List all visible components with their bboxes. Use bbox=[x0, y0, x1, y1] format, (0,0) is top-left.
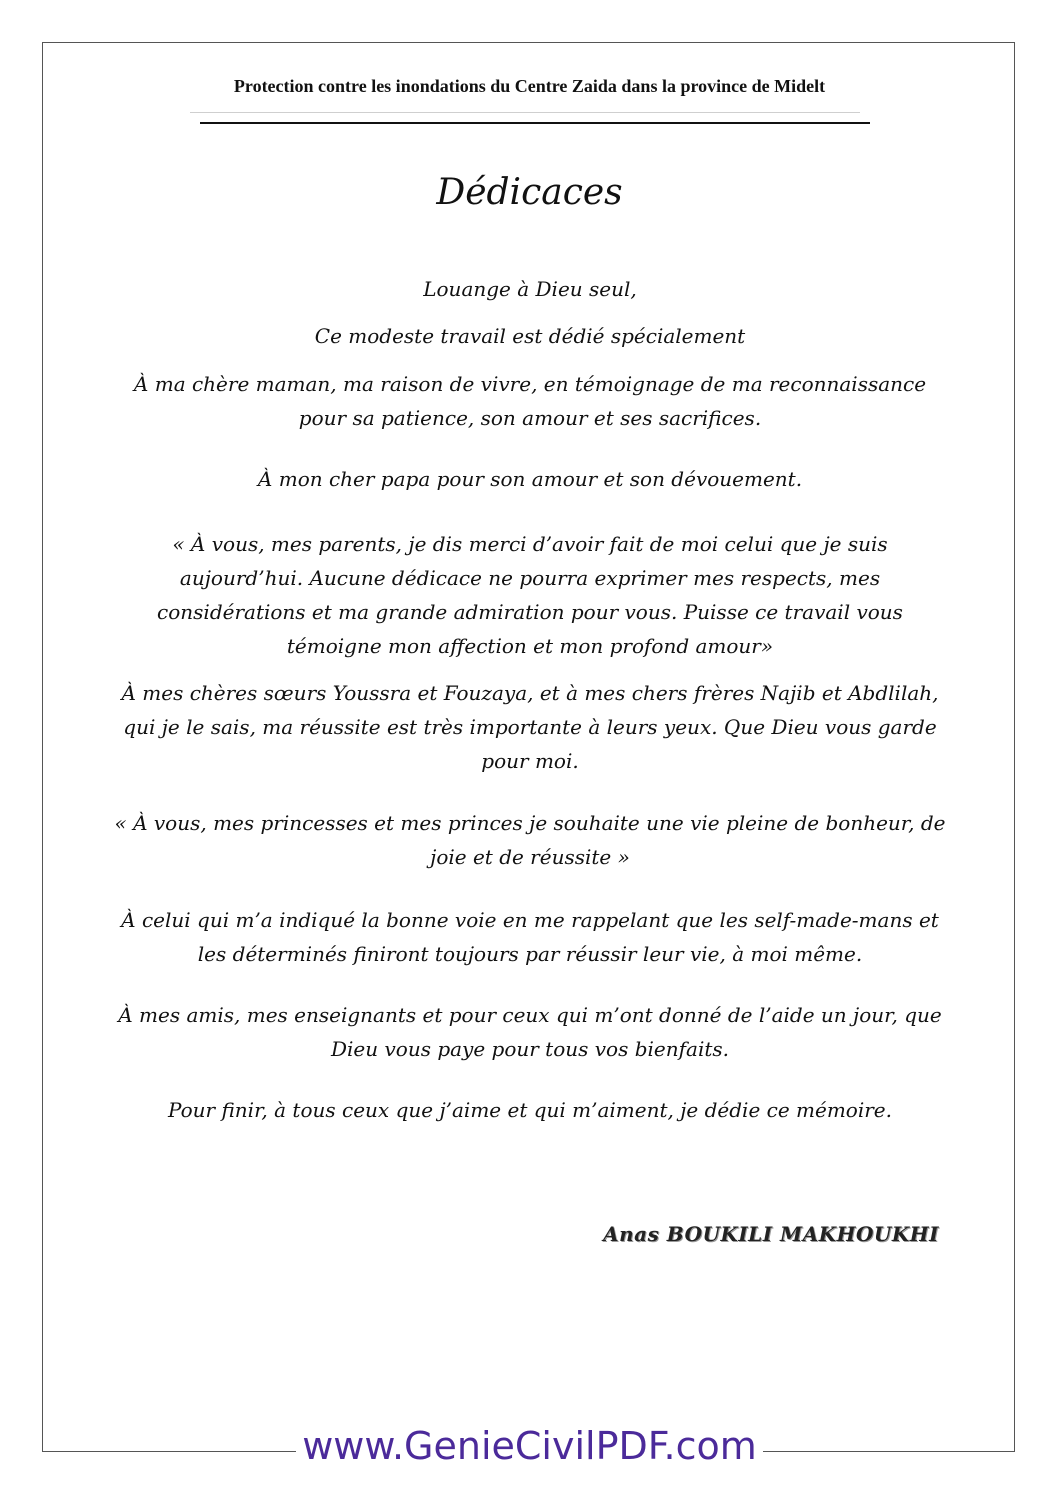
dedication-paragraph-7: « À vous, mes princesses et mes princes je souhaite une vie pleine de bonheur, de joie et de réussite » bbox=[114, 811, 946, 869]
dedication-paragraph-5: « À vous, mes parents, je dis merci d’avoir fait de moi celui que je suis aujourd’hui. Aucune dédicace ne pourra exprimer mes respects, mes considérations et ma grande admiration pour vous. Puisse ce travail vous témoigne mon affection et mon profond amour» bbox=[157, 532, 903, 658]
author-signature: Anas BOUKILI MAKHOUKHI bbox=[603, 1222, 939, 1246]
site-watermark[interactable] bbox=[0, 1424, 1059, 1468]
running-header: Protection contre les inondations du Centre Zaida dans la province de Midelt bbox=[233, 76, 826, 96]
dedication-paragraph-9: À mes amis, mes enseignants et pour ceux qui m’ont donné de l’aide un jour, que Dieu vous paye pour tous vos bienfaits. bbox=[118, 1003, 942, 1061]
dedication-paragraph-2: Ce modeste travail est dédié spécialement bbox=[314, 324, 746, 348]
header-rule-dark bbox=[200, 122, 870, 124]
header-rule-light bbox=[190, 112, 860, 113]
dedication-paragraph-4: À mon cher papa pour son amour et son dévouement. bbox=[257, 467, 803, 491]
dedication-paragraph-8: À celui qui m’a indiqué la bonne voie en me rappelant que les self-made-mans et les déterminés finiront toujours par réussir leur vie, à moi même. bbox=[121, 908, 939, 966]
watermark-link-text[interactable]: www.GenieCivilPDF.com bbox=[296, 1424, 763, 1468]
dedication-paragraph-3: À ma chère maman, ma raison de vivre, en témoignage de ma reconnaissance pour sa patience, son amour et ses sacrifices. bbox=[133, 372, 927, 430]
page-title: Dédicaces bbox=[436, 172, 623, 213]
dedication-paragraph-1: Louange à Dieu seul, bbox=[423, 277, 637, 301]
dedication-paragraph-6: À mes chères sœurs Youssra et Fouzaya, et à mes chers frères Najib et Abdlilah, qui je le sais, ma réussite est très importante à leurs yeux. Que Dieu vous garde pour moi. bbox=[121, 681, 939, 773]
dedication-paragraph-10: Pour finir, à tous ceux que j’aime et qui m’aiment, je dédie ce mémoire. bbox=[167, 1098, 893, 1122]
